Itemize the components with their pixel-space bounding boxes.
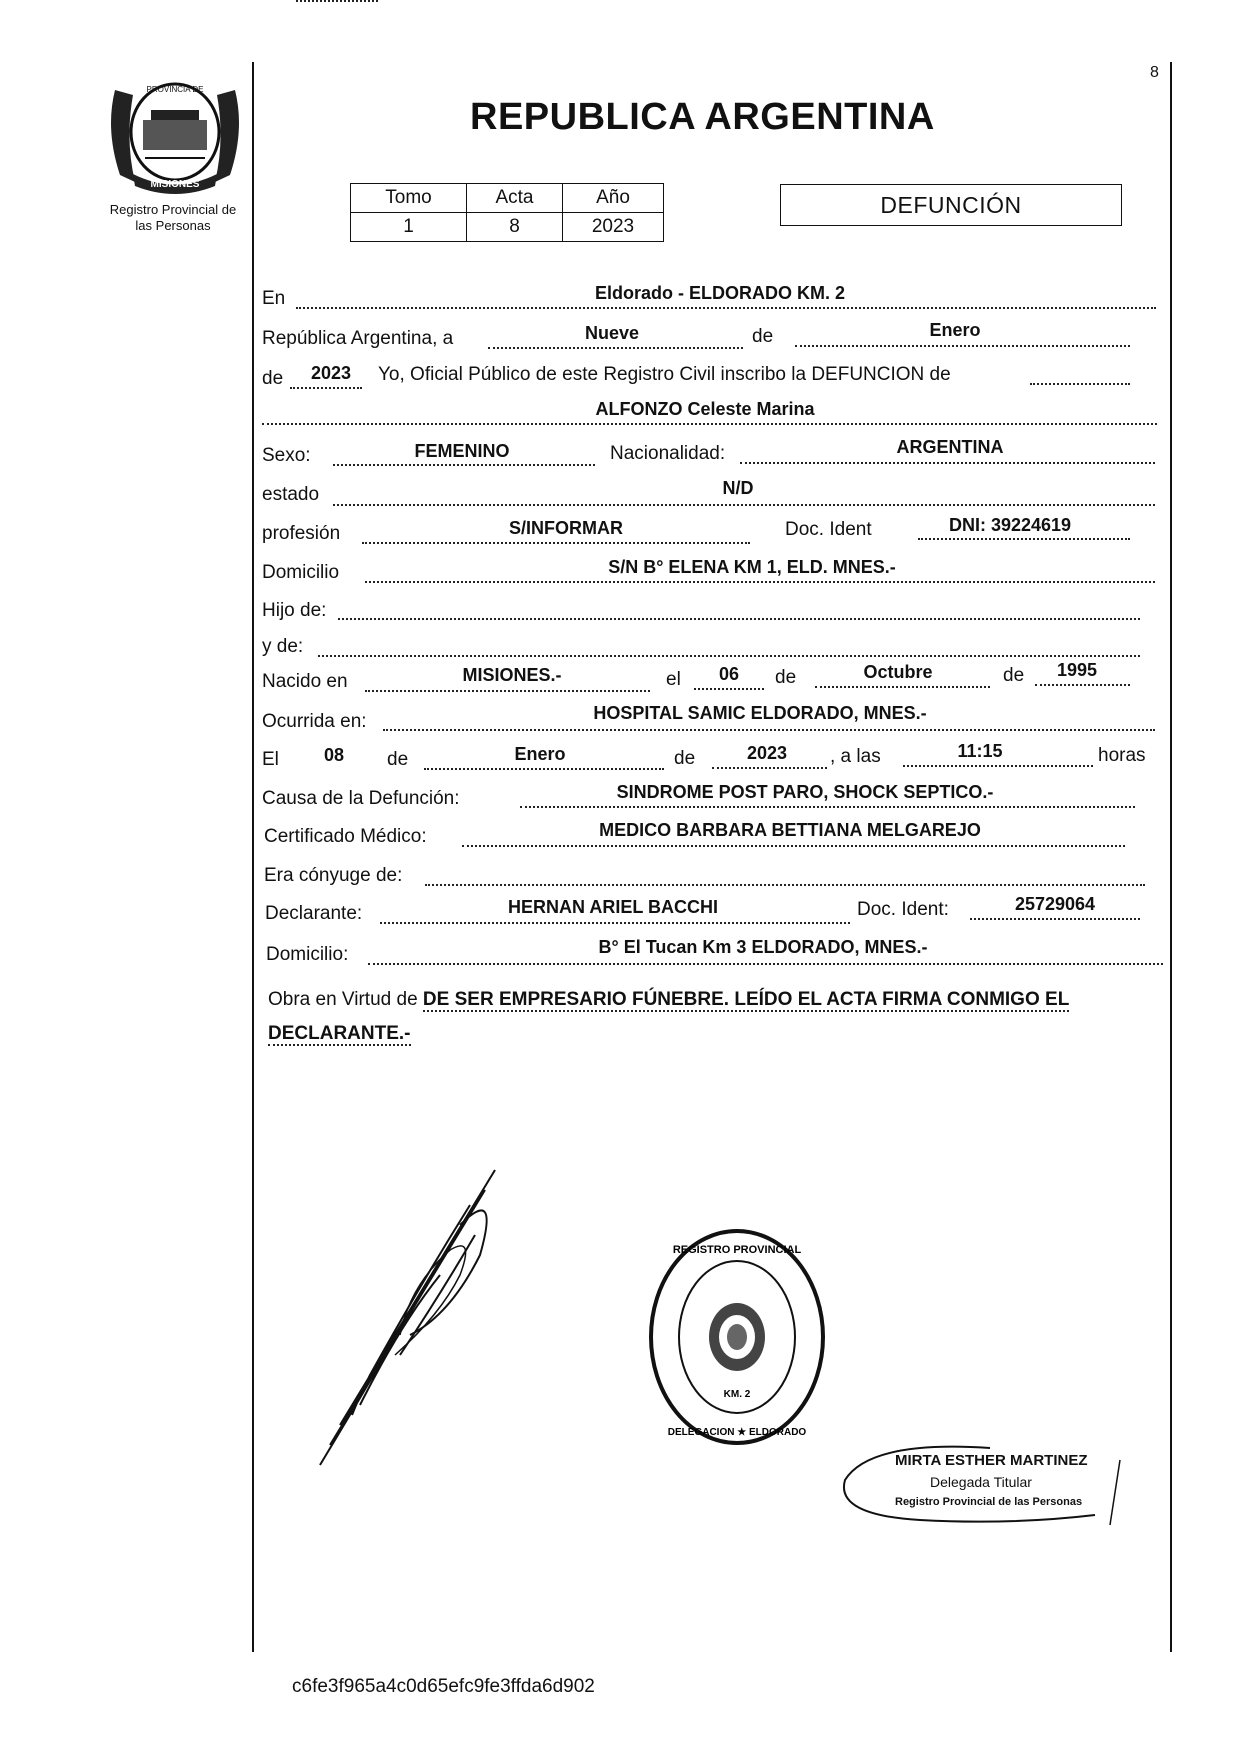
dotted-line: [262, 423, 1157, 425]
value-certificado: MEDICO BARBARA BETTIANA MELGAREJO: [599, 820, 981, 840]
anio-header: Año: [563, 184, 664, 213]
value-dia-letras: Nueve: [584, 323, 640, 343]
value-estado: N/D: [722, 478, 754, 498]
label-y-de: y de:: [262, 636, 304, 657]
dotted-line: [425, 884, 1145, 886]
dotted-line: [290, 387, 362, 389]
acta-header: Acta: [467, 184, 563, 213]
label-conyuge: Era cónyuge de:: [264, 865, 403, 886]
svg-text:PROVINCIA DE: PROVINCIA DE: [146, 85, 204, 94]
stamp-role: Delegada Titular: [930, 1474, 1032, 1490]
tomo-header: Tomo: [351, 184, 467, 213]
dotted-line: [368, 963, 1163, 965]
label-doc-ident: Doc. Ident: [785, 519, 872, 540]
label-hijo-de: Hijo de:: [262, 600, 327, 621]
dotted-line: [694, 688, 764, 690]
label-yo-oficial: Yo, Oficial Público de este Registro Civil inscribo la DEFUNCION de: [378, 364, 951, 385]
value-ocurrida-en: HOSPITAL SAMIC ELDORADO, MNES.-: [593, 703, 927, 723]
label-domicilio: Domicilio: [262, 562, 340, 583]
dotted-line: [338, 618, 1140, 620]
label-el-cap: El: [262, 749, 279, 770]
label-profesion: profesión: [262, 523, 341, 544]
value-nacionalidad: ARGENTINA: [896, 437, 1004, 457]
dotted-line: [362, 542, 750, 544]
label-de: de: [752, 326, 774, 347]
label-doc-ident-declarante: Doc. Ident:: [857, 899, 949, 920]
label-republica: República Argentina, a: [262, 328, 454, 349]
value-causa: SINDROME POST PARO, SHOCK SEPTICO.-: [616, 782, 994, 802]
right-margin-rule: [1170, 62, 1172, 1652]
value-domicilio: S/N B° ELENA KM 1, ELD. MNES.-: [608, 557, 896, 577]
dotted-line: [918, 538, 1130, 540]
dotted-line: [488, 347, 743, 349]
svg-text:MISIONES: MISIONES: [150, 179, 200, 190]
value-def-anio: 2023: [746, 743, 788, 763]
declarant-signature: [300, 1165, 530, 1475]
stamp-name: MIRTA ESTHER MARTINEZ: [895, 1452, 1088, 1469]
value-def-mes: Enero: [514, 744, 566, 764]
value-declarante: HERNAN ARIEL BACCHI: [507, 897, 719, 917]
registry-seal: [645, 1225, 830, 1450]
anio-value: 2023: [563, 213, 664, 242]
label-de-def-mes: de: [387, 749, 409, 770]
label-nacido-en: Nacido en: [262, 671, 348, 692]
dotted-line: [365, 581, 1155, 583]
document-hash: c6fe3f965a4c0d65efc9fe3ffda6d902: [292, 1676, 595, 1697]
value-def-dia: 08: [323, 745, 345, 765]
stamp-office: Registro Provincial de las Personas: [895, 1496, 1083, 1508]
dotted-line: [462, 845, 1125, 847]
dotted-line: [1030, 383, 1130, 385]
label-de-anio-nac: de: [1003, 665, 1025, 686]
dotted-line: [520, 806, 1135, 808]
dotted-line: [365, 690, 650, 692]
dotted-line: [970, 918, 1140, 920]
value-mes: Enero: [929, 320, 981, 340]
label-nacionalidad: Nacionalidad:: [610, 443, 726, 464]
label-horas: horas: [1098, 745, 1146, 766]
value-lugar: Eldorado - ELDORADO KM. 2: [594, 283, 846, 303]
value-profesion: S/INFORMAR: [509, 518, 623, 538]
svg-text:DELEGACION ★ ELDORADO: DELEGACION ★ ELDORADO: [667, 1427, 807, 1438]
dotted-line: [296, 0, 378, 2]
label-ocurrida-en: Ocurrida en:: [262, 711, 367, 732]
dotted-line: [815, 686, 990, 688]
tomo-value: 1: [351, 213, 467, 242]
value-nac-dia: 06: [718, 664, 740, 684]
label-en: En: [262, 288, 286, 309]
left-margin-rule: [252, 62, 254, 1652]
label-obra: Obra en Virtud de: [268, 989, 418, 1010]
value-documento: DNI: 39224619: [948, 515, 1072, 535]
acta-value: 8: [467, 213, 563, 242]
label-estado: estado: [262, 484, 320, 505]
dotted-line: [903, 765, 1093, 767]
dotted-line: [740, 462, 1155, 464]
page-number: 8: [1150, 64, 1159, 81]
label-de-anio: de: [262, 368, 284, 389]
label-causa: Causa de la Defunción:: [262, 788, 460, 809]
value-obra-texto: DE SER EMPRESARIO FÚNEBRE. LEÍDO EL ACTA FIRMA CONMIGO EL DECLARANTE.-: [268, 989, 1070, 1044]
label-certificado: Certificado Médico:: [264, 826, 427, 847]
logo-caption: Registro Provincial de las Personas: [109, 202, 237, 233]
label-a-las: , a las: [830, 746, 881, 767]
label-de-def-anio: de: [674, 748, 696, 769]
dotted-line: [296, 307, 1156, 309]
label-de-mes: de: [775, 667, 797, 688]
dotted-line: [380, 922, 850, 924]
label-el: el: [666, 669, 681, 690]
dotted-line: [318, 655, 1140, 657]
value-nac-mes: Octubre: [863, 662, 933, 682]
value-anio: 2023: [310, 363, 352, 383]
dotted-line: [383, 729, 1155, 731]
official-stamp: [830, 1440, 1150, 1530]
dotted-line: [333, 464, 595, 466]
province-emblem: [95, 70, 255, 200]
value-nombre: ALFONZO Celeste Marina: [595, 399, 815, 419]
obra-en-virtud: [268, 983, 1173, 1051]
dotted-line: [795, 345, 1130, 347]
page-title: REPUBLICA ARGENTINA: [470, 96, 935, 138]
label-sexo: Sexo:: [262, 445, 311, 466]
dotted-line: [333, 504, 1155, 506]
value-nacido-en: MISIONES.-: [462, 665, 562, 685]
value-sexo: FEMENINO: [414, 441, 510, 461]
svg-text:REGISTRO PROVINCIAL: REGISTRO PROVINCIAL: [672, 1244, 802, 1256]
value-declarante-domicilio: B° El Tucan Km 3 ELDORADO, MNES.-: [598, 937, 928, 957]
value-def-hora: 11:15: [957, 741, 1003, 761]
dotted-line: [1035, 684, 1130, 686]
dotted-line: [712, 767, 827, 769]
record-type-box: DEFUNCIÓN: [780, 184, 1122, 226]
value-declarante-doc: 25729064: [1014, 894, 1096, 914]
dotted-line: [424, 768, 664, 770]
svg-text:KM. 2: KM. 2: [723, 1389, 751, 1400]
record-reference-table: [350, 183, 664, 242]
label-domicilio-declarante: Domicilio:: [266, 944, 349, 965]
value-nac-anio: 1995: [1056, 660, 1098, 680]
label-declarante: Declarante:: [265, 903, 363, 924]
